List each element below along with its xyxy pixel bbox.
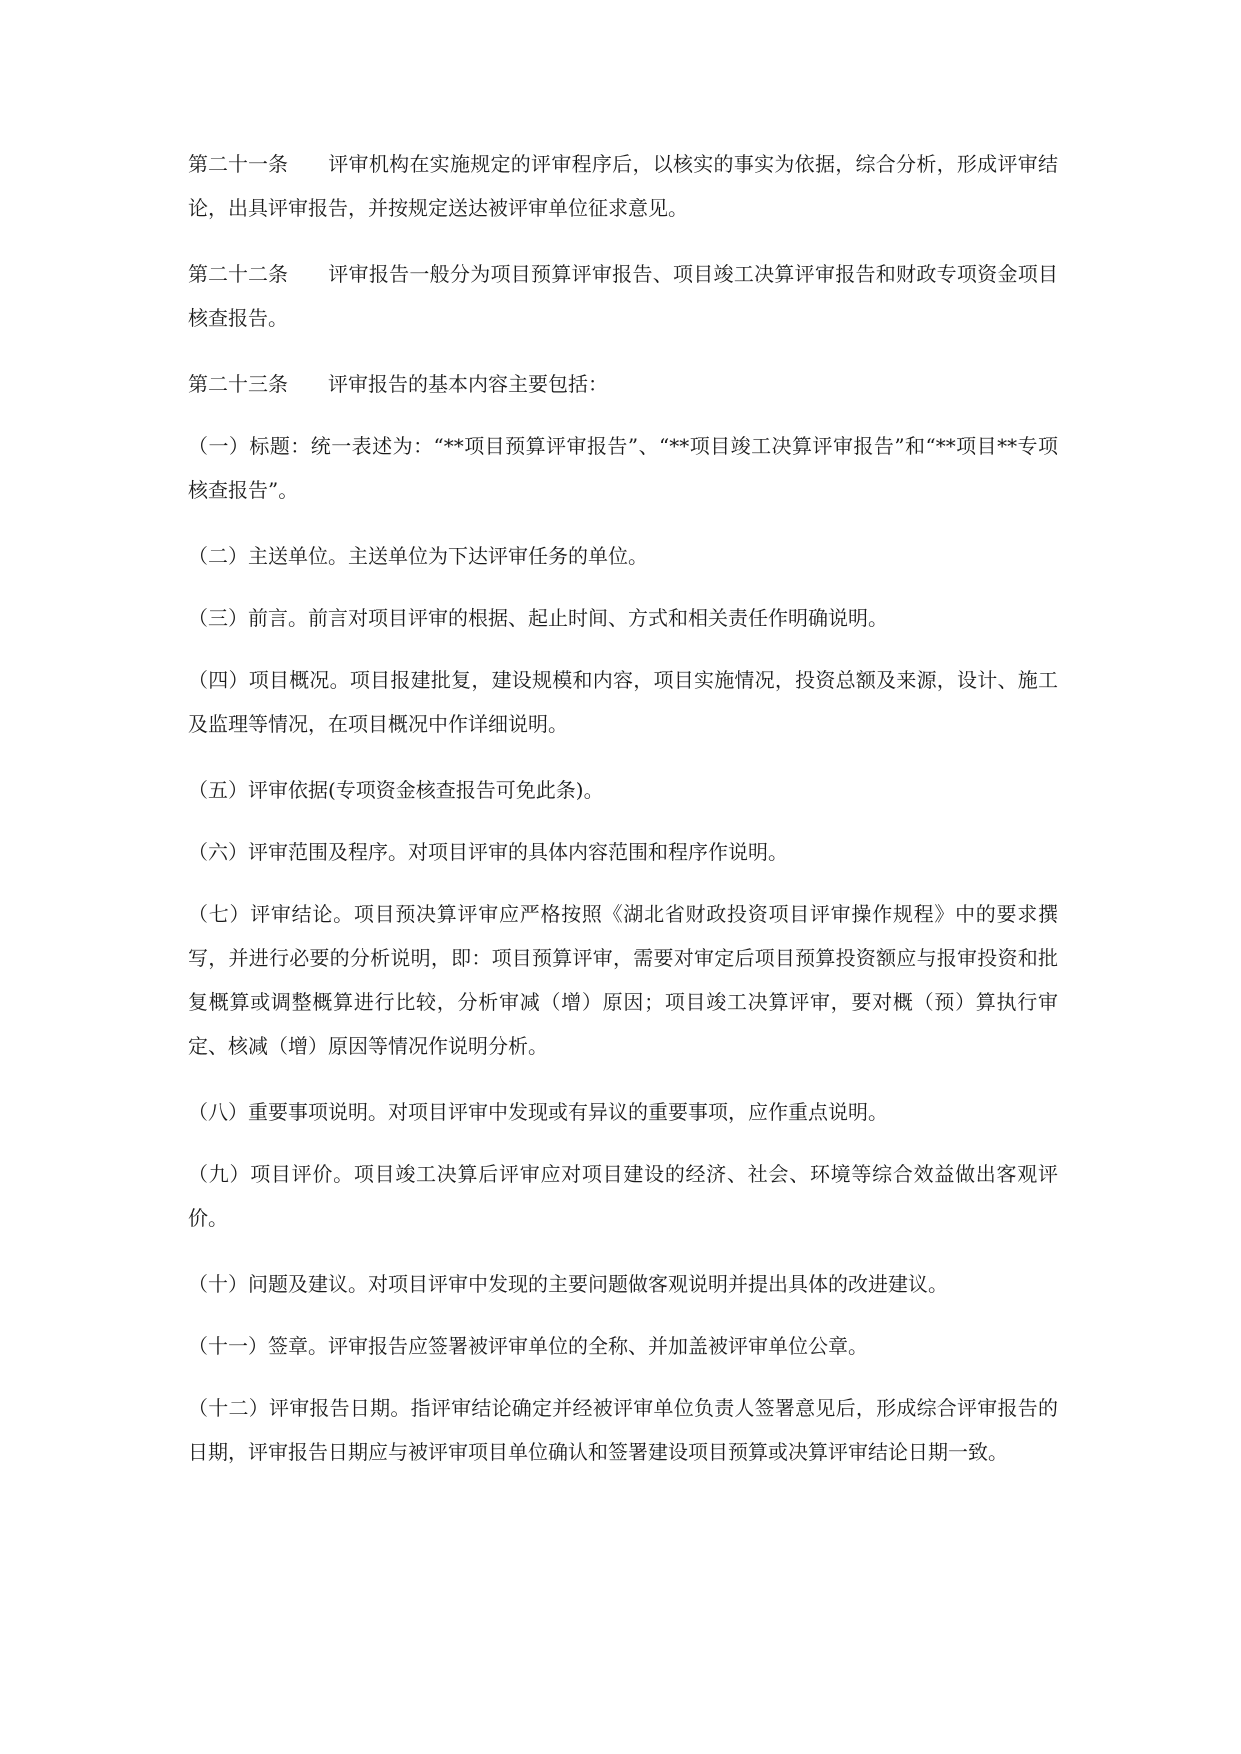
list-item-9-evaluation: （九）项目评价。项目竣工决算后评审应对项目建设的经济、社会、环境等综合效益做出客观评价。 xyxy=(188,1162,1058,1230)
list-item-7-conclusion: （七）评审结论。项目预决算评审应严格按照《湖北省财政投资项目评审操作规程》中的要求撰写，并进行必要的分析说明，即：项目预算评审，需要对审定后项目预算投资额应与报审投资和批复概算或调整概算进行比较，分析审减（增）原因；项目竣工决算评审，要对概（预）算执行审定、核减（增）原因等情况作说明分析。 xyxy=(188,902,1058,1058)
list-item-8-matters: （八）重要事项说明。对项目评审中发现或有异议的重要事项，应作重点说明。 xyxy=(188,1100,888,1124)
article-number: 第二十三条 xyxy=(188,372,288,396)
list-item-12-report-date: （十二）评审报告日期。指评审结论确定并经被评审单位负责人签署意见后，形成综合评审报告的日期，评审报告日期应与被评审项目单位确认和签署建设项目预算或决算评审结论日期一致。 xyxy=(188,1396,1058,1464)
article-23 xyxy=(188,362,1058,406)
document-page xyxy=(188,142,1058,1474)
list-item-3-preface: （三）前言。前言对项目评审的根据、起止时间、方式和相关责任作明确说明。 xyxy=(188,606,888,630)
list-item-4-overview: （四）项目概况。项目报建批复，建设规模和内容，项目实施情况，投资总额及来源，设计、施工及监理等情况，在项目概况中作详细说明。 xyxy=(188,668,1058,736)
article-text: 评审机构在实施规定的评审程序后，以核实的事实为依据，综合分析，形成评审结论，出具评审报告，并按规定送达被评审单位征求意见。 xyxy=(188,152,1058,220)
list-item-5-basis: （五）评审依据(专项资金核查报告可免此条)。 xyxy=(188,778,604,802)
article-number: 第二十一条 xyxy=(188,152,288,176)
article-22 xyxy=(188,252,1058,340)
list-item-11-signature: （十一）签章。评审报告应签署被评审单位的全称、并加盖被评审单位公章。 xyxy=(188,1334,868,1358)
list-item-6-scope: （六）评审范围及程序。对项目评审的具体内容范围和程序作说明。 xyxy=(188,840,788,864)
article-number: 第二十二条 xyxy=(188,262,288,286)
article-text: 评审报告的基本内容主要包括： xyxy=(328,372,608,396)
article-text: 评审报告一般分为项目预算评审报告、项目竣工决算评审报告和财政专项资金项目核查报告。 xyxy=(188,262,1058,330)
list-item-10-issues: （十）问题及建议。对项目评审中发现的主要问题做客观说明并提出具体的改进建议。 xyxy=(188,1272,948,1296)
list-item-2-recipient: （二）主送单位。主送单位为下达评审任务的单位。 xyxy=(188,544,648,568)
article-21 xyxy=(188,142,1058,230)
list-item-1-title: （一）标题：统一表述为：“**项目预算评审报告”、“**项目竣工决算评审报告”和“**项目**专项核查报告”。 xyxy=(188,434,1058,502)
